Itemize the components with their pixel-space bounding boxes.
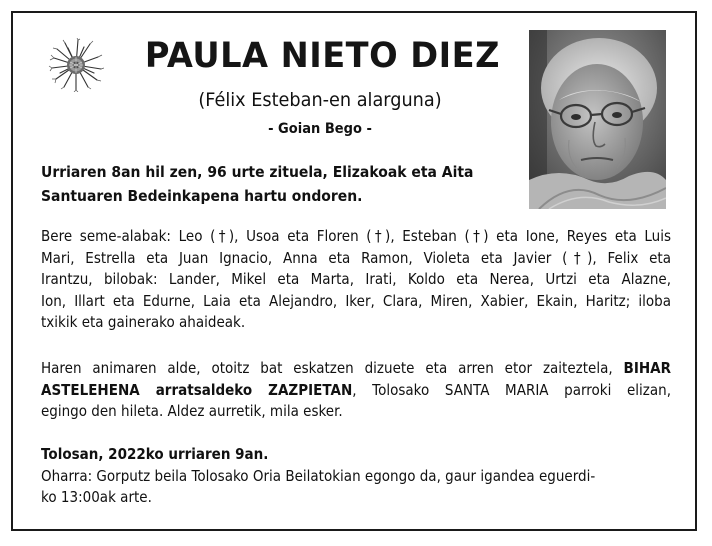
closing-section (41, 444, 671, 509)
family-line: Ion, Illart eta Edurne, Laia eta Alejandro, Iker, Clara, Miren, Xabier, Ekain, Haritz; iloba (41, 291, 671, 310)
family-line: Mari, Estrella eta Juan Ignacio, Anna eta Ramon, Violeta eta Javier (†), Felix eta (41, 248, 671, 267)
family-line: txikik eta gainerako ahaideak. (41, 313, 246, 331)
note-line: Oharra: Gorputz beila Tolosako Oria Beilatokian egongo da, gaur igandea eguerdi- (41, 466, 596, 485)
family-list (41, 226, 671, 334)
death-announcement (41, 160, 527, 208)
intro-line: Santuaren Bedeinkapena hartu ondoren. (41, 187, 363, 205)
funeral-line: egingo den hileta. Aldez aurretik, mila esker. (41, 402, 343, 420)
epithet: - Goian Bego - (268, 121, 372, 137)
thistle-icon (48, 38, 104, 92)
funeral-line (41, 380, 671, 402)
funeral-text: Haren animaren alde, otoitz bat eskatzen dizuete eta arren etor zaiteztela, (41, 359, 624, 377)
funeral-place: , Tolosako SANTA MARIA parroki elizan, (352, 380, 671, 399)
family-line: Irantzu, bilobak: Lander, Mikel eta Marta, Irati, Koldo eta Nerea, Urtzi eta Alazne, (41, 270, 671, 288)
note-line: ko 13:00ak arte. (41, 488, 152, 506)
portrait-photo (529, 30, 666, 209)
intro-line: Urriaren 8an hil zen, 96 urte zituela, Elizakoak eta Aita (41, 163, 474, 181)
funeral-line (41, 358, 671, 380)
place-date (41, 444, 671, 466)
place-date-text: Tolosan, 2022ko urriaren 9an. (41, 445, 269, 463)
funeral-details (41, 358, 671, 423)
spouse-line: (Félix Esteban-en alarguna) (198, 89, 442, 111)
deceased-name: PAULA NIETO DIEZ (144, 36, 500, 76)
family-line: Bere seme-alabak: Leo (†), Usoa eta Floren (†), Esteban (†) eta Ione, Reyes eta Luis (41, 227, 671, 245)
funeral-time: ASTELEHENA arratsaldeko ZAZPIETAN (41, 380, 353, 399)
funeral-day: BIHAR (623, 359, 671, 377)
